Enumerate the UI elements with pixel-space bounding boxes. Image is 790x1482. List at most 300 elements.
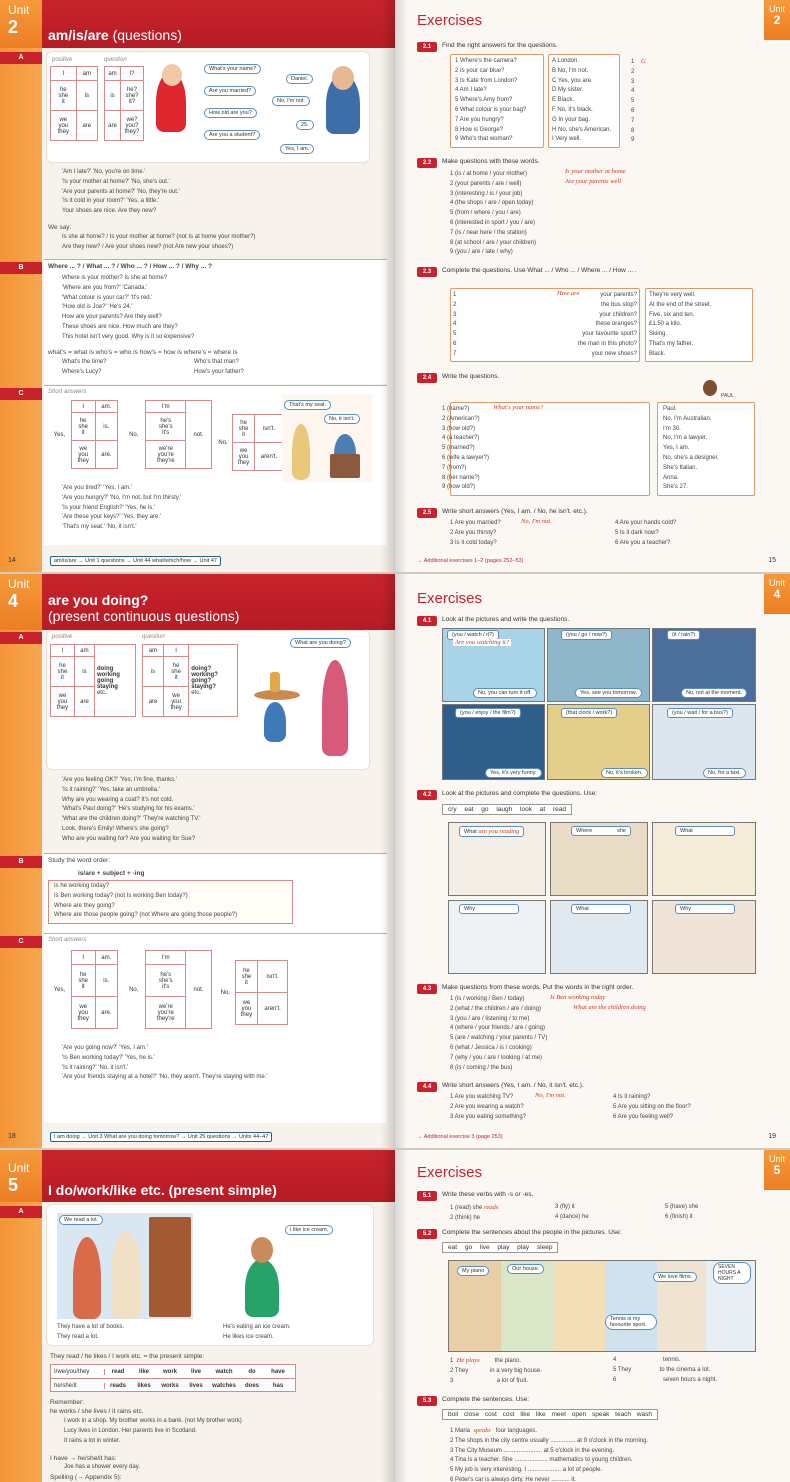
question-label: question — [104, 57, 127, 63]
short-answer-left — [450, 1093, 526, 1122]
exercise-number: 5.3 — [417, 1396, 437, 1406]
example-line: Lucy lives in London. Her parents live in Scotland. — [64, 1427, 197, 1434]
section-a-examples — [62, 168, 180, 217]
answer-item: £1.50 a kilo. — [649, 321, 682, 328]
sample-answer: What's your name? — [493, 404, 544, 411]
verb-cell: does — [244, 1383, 259, 1389]
present-simple-rule: They read / he likes / I work etc. = the present simple: — [50, 1353, 205, 1360]
remember-label: Remember: — [50, 1399, 84, 1406]
question-prompts — [450, 170, 536, 258]
sentence-start: 5 My job is very interesting. I — [450, 1467, 527, 1474]
example-line: 'Is it raining?' 'No, it isn't.' — [62, 1064, 129, 1071]
unit-label — [0, 1150, 42, 1202]
example-line: Your shoes are nice. Are they new? — [62, 208, 157, 215]
example-line: This hotel isn't very good. Why is it so expensive? — [62, 333, 195, 340]
exercise-heading: Write short answers (Yes, I am. / No, it isn't. etc.). — [442, 1082, 584, 1089]
prompt-line: 1 (is / at home / your mother) — [450, 171, 528, 177]
sentence-starts: 1 Maria speaks four languages. 2 The shops in the city centre usually ............... at 9 o'clock in the morning. 3 The City Museum ....................... at 5 o'clock in the evening. 4 Tina is a teacher. She .................... mathematics to young children. 5 My job is very interesting. I .................... a lot of people. 6 Peter's car is always dirty. He never ........... it. — [450, 1427, 649, 1482]
picture-prompt: Why — [459, 904, 519, 914]
example-line: 'What colour is your car?' 'It's red.' — [62, 294, 153, 301]
verb-row-third-person — [51, 1379, 295, 1393]
answer-list — [649, 291, 711, 360]
answer-item: Five, six and ten. — [649, 311, 695, 318]
question-item: 1 Are you watching TV? — [450, 1094, 514, 1100]
sample-answer: Is your mother at home — [565, 168, 626, 175]
verb-cell: likes — [137, 1383, 151, 1389]
question-item: 6 What colour is your bag? — [455, 106, 527, 113]
sample-answer: are you reading — [478, 828, 520, 835]
picture-reply: Yes, see you tomorrow. — [575, 688, 642, 698]
picture-prompt: What — [571, 904, 631, 914]
answer-list — [663, 405, 719, 493]
short-yes-table: Yes, I am. he she it is. we you they are. — [48, 950, 118, 1029]
verb-item: 5 (have) she — [665, 1204, 699, 1210]
verb-cell: has — [272, 1383, 284, 1389]
answer-list — [552, 57, 611, 145]
sample-answer: What are the children doing — [573, 1004, 646, 1011]
blank-number: 1 — [631, 59, 635, 65]
question-item: 2 Is your car blue? — [455, 67, 505, 74]
prompt-line: 1 (name?) — [442, 406, 470, 412]
answer-item: They're very well. — [649, 292, 696, 298]
prompt-line: 7 (is / near here / the station) — [450, 229, 527, 236]
section-a-label: A — [0, 52, 42, 64]
example-line: 'Are these your keys?' 'Yes, they are.' — [62, 514, 162, 521]
page-number: 18 — [8, 1133, 16, 1140]
question-item: 6 Are you a teacher? — [615, 539, 671, 546]
bubble-daniel: Daniel. — [286, 74, 313, 84]
blank-number: 2 — [631, 68, 635, 75]
page-unit-5-left — [0, 1150, 395, 1482]
blank-number: 7 — [631, 117, 635, 124]
answer-item: H No, she's American. — [552, 126, 612, 133]
question-item: 4 Is it raining? — [613, 1094, 651, 1100]
page-19 — [395, 574, 790, 1148]
sample-answer: G — [641, 58, 646, 65]
word-box: boil close cost cost like like meet open speak teach wash — [442, 1409, 658, 1420]
cross-reference-footer: am/is/are → Unit 1 questions → Unit 44 what/which/how → Unit 47 — [50, 556, 221, 566]
short-no-table: No, I'm not. he's she's it's we're you're they're — [122, 950, 212, 1029]
picture-reply: No, not at the moment. — [681, 688, 747, 698]
short-answers-label: Short answers — [48, 389, 87, 395]
blank-number: 5 — [631, 98, 635, 105]
example-line: Who are you waiting for? Are you waiting for Sue? — [62, 835, 196, 842]
section-a — [44, 630, 387, 852]
answer-item: At the end of the street. — [649, 301, 712, 308]
verb-cell: reads — [109, 1383, 126, 1389]
exercise-number: 4.4 — [417, 1082, 437, 1092]
question-end: your children? — [599, 311, 637, 318]
section-c-label: C — [0, 388, 42, 400]
side-strip — [0, 48, 42, 572]
word-box: cry eat go laugh look at read — [442, 804, 572, 815]
sample-answer: reads — [484, 1204, 499, 1211]
answer-item: Black. — [649, 350, 666, 357]
word-order-rows — [54, 882, 237, 921]
exercise-number: 2.3 — [417, 267, 437, 277]
example-line: Is she at home? / Is your mother at home? (not Is at home your mother?) — [62, 234, 256, 240]
caption-line: They have a lot of books. — [57, 1324, 125, 1330]
picture-prompt: (it / rain?) — [667, 630, 700, 640]
prompt-line: 8 (at school / are / your children) — [450, 239, 537, 246]
short-isnt-table: No, he she it isn't. we you they aren't. — [216, 960, 288, 1025]
sentence-end: the piano. — [494, 1358, 521, 1364]
spread-unit-4 — [0, 574, 790, 1148]
picture-prompt — [459, 826, 524, 837]
question-item: 5 Are you sitting on the floor? — [613, 1103, 691, 1110]
sentence-end: it. — [571, 1476, 577, 1482]
picture-prompt: (you / wait / for a bus?) — [667, 708, 733, 718]
picture-prompt: Why — [675, 904, 735, 914]
page-14 — [0, 0, 395, 572]
title-main: are you doing? — [48, 592, 149, 608]
exercise-heading: Look at the pictures and complete the questions. Use: — [442, 790, 598, 797]
verb-cell: do — [248, 1368, 256, 1375]
seat-illustration — [282, 394, 372, 482]
verb-cell: watch — [215, 1368, 233, 1375]
answer-item: Paul. — [663, 406, 677, 412]
page-unit-5-right — [395, 1150, 790, 1482]
sentence-end: to the cinema a lot. — [659, 1366, 711, 1373]
question-item: 8 How is George? — [455, 126, 504, 133]
prompt-line: 2 (what / the children / are / doing) — [450, 1005, 542, 1012]
additional-exercises-link[interactable]: → Additional exercises 1–2 (pages 252–53) — [417, 558, 524, 564]
sample-answer: No, I'm not. — [521, 518, 552, 525]
unit-label — [0, 574, 42, 630]
picture-prompt: (that clock / work?) — [561, 708, 617, 718]
caption-right — [223, 1323, 291, 1343]
answer-item: D My sister. — [552, 87, 584, 94]
unit-label — [0, 0, 42, 48]
question-item: 2 Are you thirsty? — [450, 529, 497, 536]
exercise-number: 2.1 — [417, 42, 437, 52]
question-item: 4 Are your hands cold? — [615, 520, 677, 526]
short-no-table: No, I'm not. he's she's it's we're you're they're — [122, 400, 212, 469]
section-c-examples — [62, 1044, 268, 1083]
cross-reference-footer: I am doing → Unit 3 What are you doing tomorrow? → Unit 25 questions → Units 44–47 — [50, 1132, 272, 1142]
example-line: Look, there's Emily! Where's she going? — [62, 825, 169, 832]
prompt-line: 6 (wife a lawyer?) — [442, 454, 490, 461]
question-list — [455, 57, 526, 145]
example-line: 'Is it cold in your room?' 'Yes, a little.' — [62, 198, 160, 205]
question-item: 2 Are you wearing a watch? — [450, 1103, 524, 1110]
couple-illustration — [57, 1213, 193, 1319]
section-b-label: B — [0, 856, 42, 868]
short-answers-label: Short answers — [48, 937, 87, 943]
example-line: 'Is it raining?' 'Yes, take an umbrella.' — [62, 786, 160, 793]
sentence-start: 1 Maria — [450, 1428, 471, 1434]
question-label: question — [142, 634, 165, 640]
positive-label: positive — [52, 57, 73, 63]
example-line: 'That's my seat.' 'No, it isn't.' — [62, 524, 137, 531]
unit-number: 5 — [773, 1163, 781, 1177]
question-table: am I doing? working? going? staying? etc. is he she it are we you they — [142, 644, 238, 717]
crouching-man — [264, 702, 286, 742]
caption-left — [57, 1323, 124, 1343]
verb-item: 3 (fly) it — [555, 1204, 575, 1210]
example-line: Why are you wearing a coat? It's not cold. — [62, 796, 174, 803]
verb-cell: works — [161, 1383, 179, 1389]
short-forms-right — [194, 358, 244, 378]
bubble-what-are-you-doing: What are you doing? — [290, 638, 351, 648]
answer-item: Anna. — [663, 474, 679, 481]
answer-item: G In your bag. — [552, 116, 591, 123]
spelling-label: Spelling (→ Appendix 5): — [50, 1474, 122, 1481]
sample-answer: He plays — [456, 1357, 480, 1364]
answer-item: She's Italian. — [663, 464, 698, 471]
paul-label: PAUL — [721, 393, 734, 399]
verb-table — [50, 1364, 296, 1392]
exercise-number: 4.3 — [417, 984, 437, 994]
title-suffix: (questions) — [112, 27, 182, 43]
bubble-married: Are you married? — [204, 86, 256, 96]
verb-cell: work — [162, 1368, 177, 1375]
bubble-we-read: We read a lot. — [59, 1215, 103, 1225]
short-answer-right — [615, 519, 676, 548]
verb-item: 4 (dance) he — [555, 1213, 589, 1220]
verb-items-col-2 — [555, 1203, 589, 1223]
chair — [330, 454, 360, 478]
exercise-heading: Write short answers (Yes, I am. / No, he isn't. etc.). — [442, 508, 588, 515]
example-line: How are your parents? Are they well? — [62, 314, 162, 321]
verb-cell: read — [111, 1368, 125, 1375]
sentence-start: 2 The shops in the city centre usually — [450, 1437, 549, 1444]
prompt-line: 4 (where / your friends / are / going) — [450, 1025, 546, 1032]
prompt-end: she — [617, 828, 626, 834]
section-b — [44, 259, 387, 384]
exercise-heading: Complete the sentences about the people in the pictures. Use: — [442, 1229, 622, 1236]
side-strip — [0, 1202, 42, 1482]
section-a-label: A — [0, 1206, 42, 1218]
prompt-line: 2 (American?) — [442, 415, 480, 422]
bookshelf — [149, 1217, 191, 1317]
exercises-title: Exercises — [417, 1164, 483, 1181]
example-line: 'Is Ben working today?' 'Yes, he is.' — [62, 1054, 155, 1061]
question-end: your favourite sport? — [582, 331, 637, 338]
pictures-strip — [448, 1260, 756, 1352]
unit-tab — [764, 1150, 790, 1190]
ice-cream-illustration — [225, 1219, 295, 1319]
section-c-label: C — [0, 936, 42, 948]
unit-tab — [764, 0, 790, 40]
sentence-end: a lot of fruit. — [496, 1377, 529, 1384]
prompt-line: 6 (interested in sport / you / are) — [450, 219, 536, 226]
unit-word: Unit — [8, 1161, 30, 1175]
answer-item: C Yes, you are. — [552, 77, 593, 84]
have-rule: I have → he/she/it has: — [50, 1455, 117, 1462]
prompt-line: 7 (from?) — [442, 464, 467, 471]
verb-row-base — [51, 1365, 295, 1379]
sentence-end: a lot of people. — [562, 1467, 603, 1474]
bubble-yes-i-am: Yes, I am. — [280, 144, 314, 154]
spread-unit-5 — [0, 1150, 790, 1482]
have-example: Joe has a shower every day. — [64, 1464, 140, 1470]
example-line: What's the time? — [62, 359, 107, 365]
unit-word: Unit — [8, 3, 30, 17]
picture-prompt: (you / enjoy / the film?) — [455, 708, 521, 718]
sentence-end: at 5 o'clock in the evening. — [543, 1447, 615, 1454]
short-answer-left — [450, 519, 501, 548]
sample-answer: Is Ben working today — [550, 994, 606, 1001]
sentence-end: four languages. — [495, 1428, 538, 1434]
exercise-number: 2.2 — [417, 158, 437, 168]
verb-cell: like — [138, 1368, 149, 1375]
bubble-it-isnt: No, it isn't. — [324, 414, 360, 424]
prompt-line: 1 (is / working / Ben / today) — [450, 996, 525, 1002]
we-say-lines — [62, 233, 255, 253]
verb-item: 6 (finish) it — [665, 1213, 693, 1220]
page-18 — [0, 574, 395, 1148]
woman-face — [162, 64, 182, 86]
additional-exercises-link[interactable]: → Additional exercise 3 (page 253) — [417, 1134, 503, 1140]
side-strip — [0, 630, 42, 1148]
question-item: 3 Are you eating something? — [450, 1113, 527, 1120]
blank-number: 6 — [631, 107, 635, 114]
example-line: Where's Lucy? — [62, 368, 102, 375]
picture-prompt: What — [675, 826, 735, 836]
line-number: 4 — [613, 1357, 617, 1363]
page-number: 15 — [768, 557, 776, 564]
section-b-label: B — [0, 262, 42, 274]
section-b — [44, 853, 387, 933]
exercise-heading: Make questions from these words. Put the words in the right order. — [442, 984, 634, 991]
caption-line: He likes ice cream. — [223, 1333, 274, 1340]
row-label: he/she/it — [51, 1383, 105, 1389]
example-line: 'Where are you from?' 'Canada.' — [62, 284, 148, 291]
sentence-end: at 9 o'clock in the morning. — [576, 1437, 649, 1444]
unit-number: 2 — [8, 17, 19, 37]
short-yes-table: Yes, I am. he she it is. we you they are. — [48, 400, 118, 469]
example-line: 'Are you going now?' 'Yes, I am.' — [62, 1045, 148, 1051]
question-item: 4 Am I late? — [455, 87, 487, 94]
example-line: 'Am I late?' 'No, you're on time.' — [62, 169, 146, 175]
sample-answer: Are your parents well — [565, 178, 622, 185]
question-prompts — [450, 995, 547, 1073]
answer-item: I Very well. — [552, 136, 582, 143]
sentence-end: tennis. — [663, 1357, 681, 1363]
verb-cell: lives — [189, 1383, 203, 1389]
bubble-whats-your-name: What's your name? — [204, 64, 261, 74]
exercise-number: 5.2 — [417, 1229, 437, 1239]
picture-bubble: My piano — [457, 1266, 489, 1276]
exercise-number: 5.1 — [417, 1191, 437, 1201]
answer-item: Skiing. — [649, 331, 668, 338]
woman-figure — [73, 1237, 101, 1319]
row-label: I/we/you/they — [51, 1369, 105, 1375]
section-a-label: A — [0, 632, 42, 644]
answer-item: Yes, I am. — [663, 445, 690, 452]
sentence-start: 6 Peter's car is always dirty. He never — [450, 1476, 550, 1482]
word-order-label: Study the word order: — [48, 857, 111, 864]
caption-line: They read a lot. — [57, 1333, 99, 1340]
example-line: These shoes are nice. How much are they? — [62, 323, 178, 330]
answer-item: F No, it's black. — [552, 106, 593, 113]
question-item: 1 Where's the camera? — [455, 58, 517, 64]
answer-item: No, she's a designer. — [663, 454, 719, 461]
line-number: 5 They — [613, 1366, 632, 1373]
blank-number: 9 — [631, 137, 635, 144]
unit-number: 4 — [773, 587, 781, 601]
example-line: 'Is your mother at home?' 'No, she's out.' — [62, 178, 170, 185]
bubble-no-im-not: No, I'm not. — [272, 96, 310, 106]
question-item: 7 Are you hungry? — [455, 116, 504, 123]
exercise-heading: Make questions with these words. — [442, 158, 540, 165]
exercise-number: 2.5 — [417, 508, 437, 518]
sentences-right — [613, 1356, 717, 1385]
prompt-line: 4 (a teacher?) — [442, 435, 480, 442]
question-end: your new shoes? — [591, 350, 637, 357]
word-box: eat go live play play sleep — [442, 1242, 558, 1253]
question-end: your parents? — [600, 292, 637, 298]
question-item: 3 Is Kate from London? — [455, 77, 518, 84]
sentence-end: in a very big house. — [489, 1367, 542, 1374]
exercise-heading: Complete the sentences. Use: — [442, 1396, 530, 1403]
unit-word: Unit — [768, 4, 785, 14]
remember-rule: he works / she lives / it rains etc. — [50, 1408, 144, 1415]
bubble-25: 25. — [296, 120, 314, 130]
question-end: the man in this photo? — [577, 340, 637, 347]
verb-cell: watches — [212, 1383, 236, 1389]
question-end: the bus stop? — [600, 301, 637, 308]
grammar-panel-a — [46, 1204, 374, 1346]
example-line: How's your father? — [194, 368, 244, 375]
sample-answer: Are you watching it? — [455, 639, 510, 646]
positive-table: I am doing working going staying etc. he she it is we you they are — [50, 644, 136, 717]
exercise-heading: Complete the questions. Use What ... / Who ... / Where ... / How ... . — [442, 267, 637, 274]
picture-prompt: (you / go / now?) — [561, 630, 612, 640]
man-figure — [111, 1231, 141, 1319]
section-c — [44, 933, 387, 1123]
question-item: 1 Are you married? — [450, 520, 501, 526]
exercise-heading: Look at the pictures and write the questions. — [442, 616, 570, 623]
question-item: 5 Is it dark now? — [615, 529, 659, 536]
unit-title: I do/work/like etc. (present simple) — [48, 1182, 277, 1198]
example-line: It rains a lot in winter. — [64, 1437, 121, 1444]
answer-item: E Black. — [552, 97, 575, 104]
title-suffix: (present continuous questions) — [48, 608, 240, 624]
prompt-line: 3 (interesting / is / your job) — [450, 190, 523, 197]
spread-unit-2 — [0, 0, 790, 572]
question-end: these oranges? — [595, 321, 637, 328]
unit-word: Unit — [768, 578, 785, 588]
line-number: 1 — [450, 1358, 454, 1364]
line-number: 2 They — [450, 1367, 469, 1374]
question-item: 3 Is it cold today? — [450, 539, 497, 546]
exercises-title: Exercises — [417, 12, 483, 29]
positive-label: positive — [52, 634, 73, 640]
exercise-heading: Write these verbs with -s or -es. — [442, 1191, 534, 1198]
example-line: 'What are the children doing?' 'They're watching TV.' — [62, 816, 201, 823]
prompt-line: 7 (why / you / are / looking / at me) — [450, 1054, 543, 1061]
unit-title — [48, 27, 182, 43]
short-forms-left — [62, 358, 107, 378]
verb-cell: have — [271, 1368, 285, 1375]
example-line: 'Are you tired?' 'Yes, I am.' — [62, 485, 133, 491]
example-line: 'Are you hungry?' 'No, I'm not, but I'm thirsty.' — [62, 494, 182, 501]
short-isnt-table: No, he she it isn't. we you they aren't. — [214, 414, 284, 471]
exercise-heading: Write the questions. — [442, 373, 500, 380]
unit-tab — [764, 574, 790, 614]
sentence-end: mathematics to young children. — [549, 1457, 633, 1464]
word-order-row: Where are those people going? (not Where are going those people?) — [54, 912, 238, 919]
page-15 — [395, 0, 790, 572]
sample-answer: How are — [557, 290, 580, 297]
prompt-line: 2 (your parents / are / well) — [450, 180, 522, 187]
prompt-line: 9 (how old?) — [442, 484, 476, 491]
sample-answer: speaks — [473, 1427, 491, 1434]
answer-item: No, I'm Australian. — [663, 415, 712, 422]
prompt-line: 3 (you / are / listening / to me) — [450, 1015, 530, 1022]
